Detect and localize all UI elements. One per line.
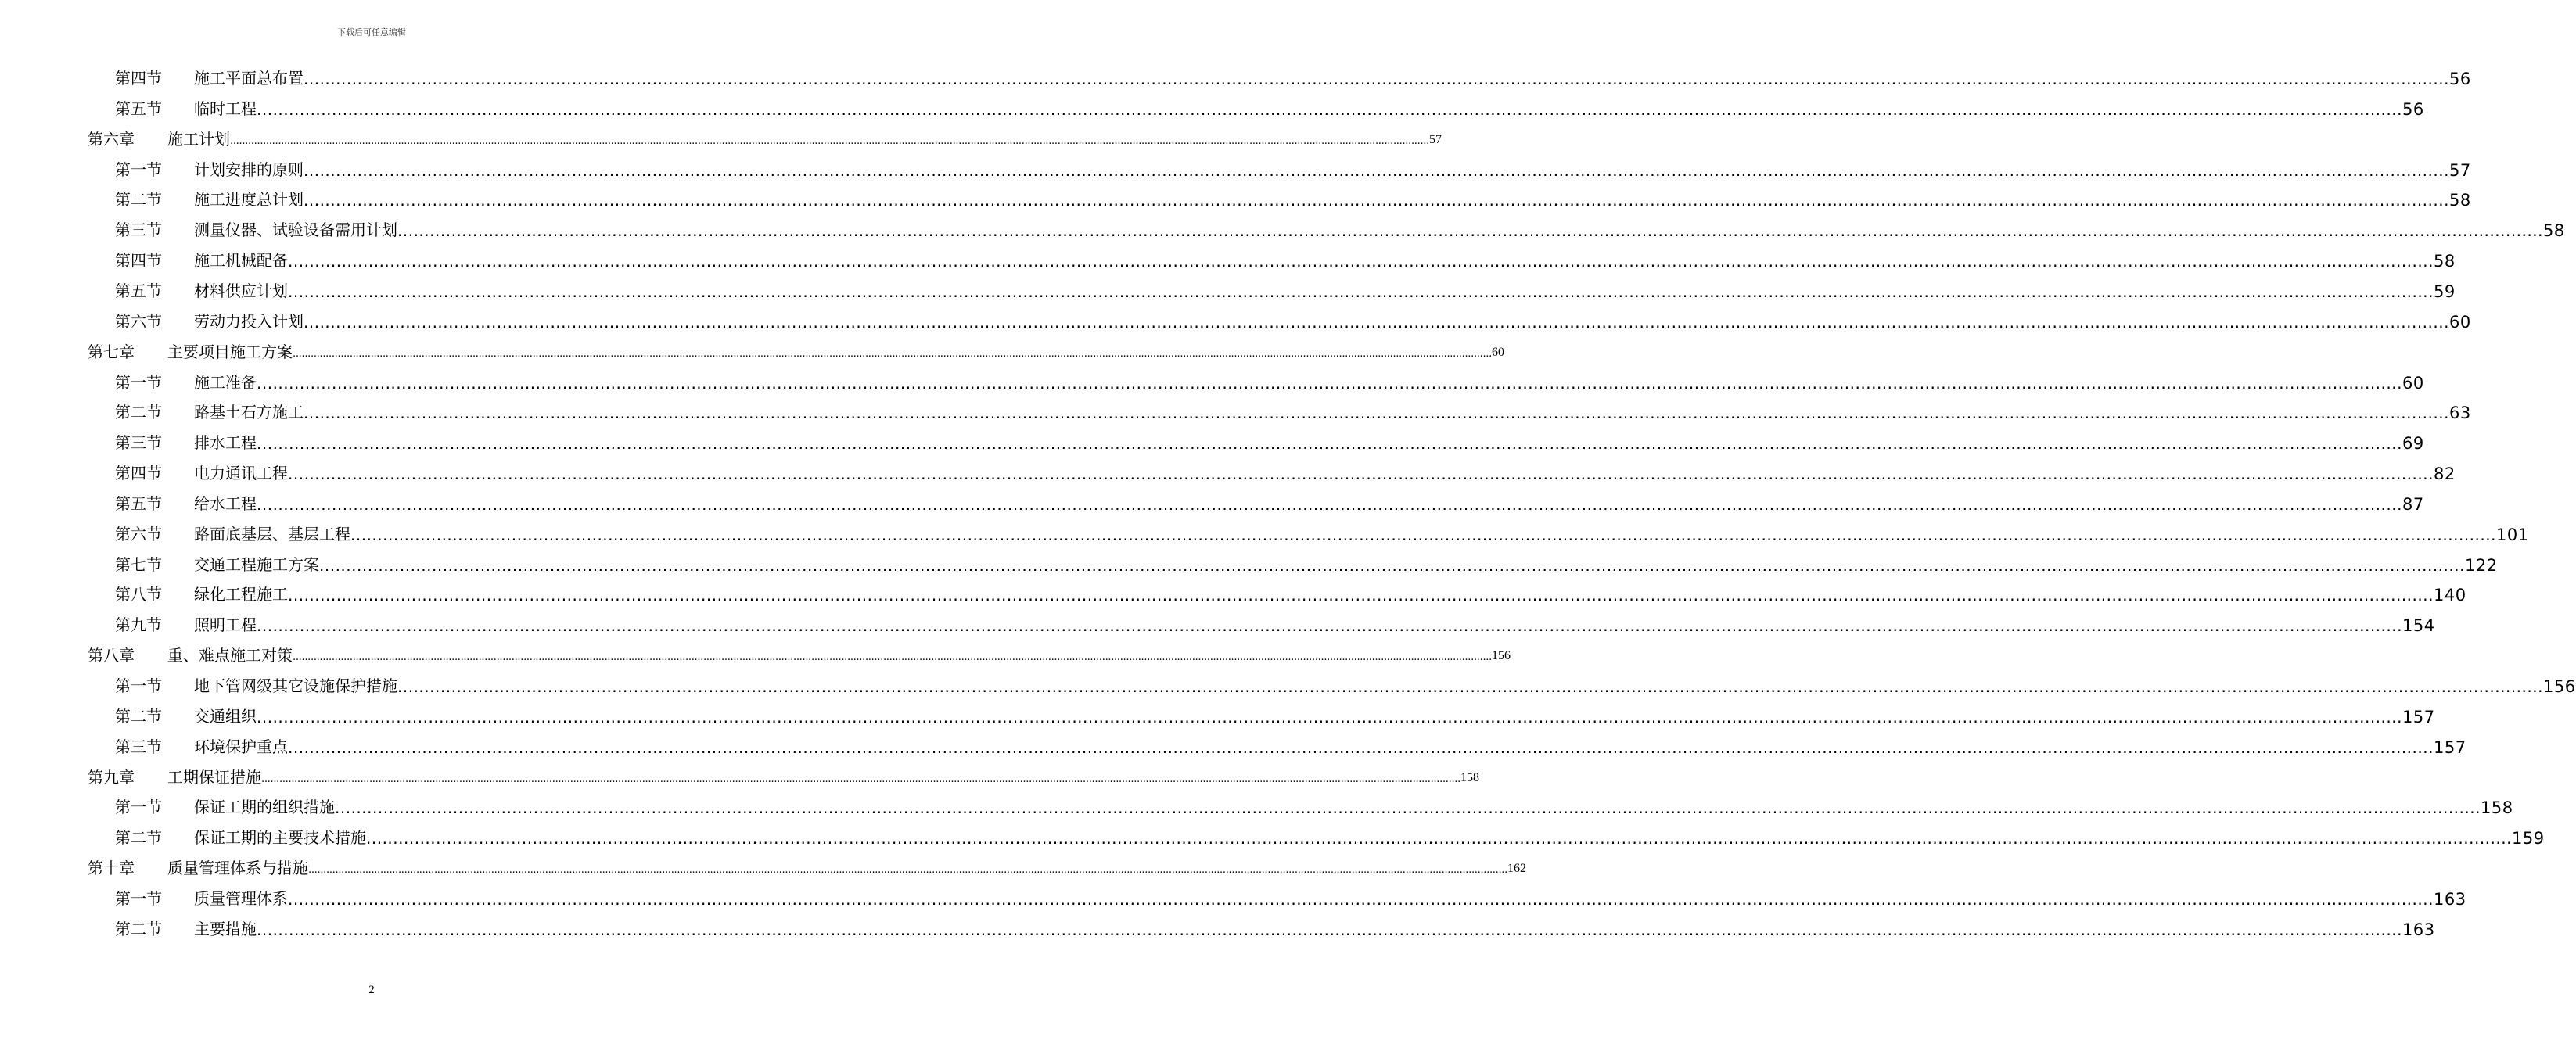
toc-dot-leader: ................................................................................................................................................................................................................................................................................................................................................................................................................ xyxy=(230,135,1429,147)
toc-entry-page: 56 xyxy=(2402,100,2424,119)
toc-dot-leader: ................................................................................................................................................................................................................................................................................................................................................................................................................ xyxy=(304,161,2449,180)
toc-entry-page: 60 xyxy=(2402,374,2424,393)
toc-entry-title: 测量仪器、试验设备需用计划 xyxy=(194,221,397,239)
toc-entry-page: 82 xyxy=(2433,465,2456,483)
toc-section-entry[interactable] xyxy=(115,824,2545,848)
toc-entry-page: 87 xyxy=(2402,495,2424,514)
toc-dot-leader: ................................................................................................................................................................................................................................................................................................................................................................................................................ xyxy=(288,282,2434,301)
toc-entry-page: 156 xyxy=(2542,677,2576,696)
toc-entry-number: 第九节 xyxy=(115,615,162,634)
toc-dot-leader: ................................................................................................................................................................................................................................................................................................................................................................................................................ xyxy=(304,70,2449,88)
toc-entry-page: 163 xyxy=(2433,890,2466,909)
toc-chapter-entry[interactable] xyxy=(88,126,1442,149)
toc-entry-number: 第四节 xyxy=(115,251,162,270)
toc-entry-number: 第三节 xyxy=(115,737,162,756)
toc-entry-title: 主要项目施工方案 xyxy=(167,343,293,361)
toc-chapter-entry[interactable] xyxy=(88,642,1511,665)
toc-entry-number: 第一节 xyxy=(115,889,162,908)
toc-chapter-entry[interactable] xyxy=(88,764,1479,787)
toc-section-entry[interactable] xyxy=(115,369,2424,393)
toc-entry-number: 第一节 xyxy=(115,798,162,816)
toc-dot-leader: ................................................................................................................................................................................................................................................................................................................................................................................................................ xyxy=(319,556,2465,575)
toc-entry-title: 给水工程 xyxy=(194,494,257,513)
toc-section-entry[interactable] xyxy=(115,278,2456,301)
toc-dot-leader: ................................................................................................................................................................................................................................................................................................................................................................................................................ xyxy=(288,465,2434,483)
toc-entry-number: 第三节 xyxy=(115,221,162,239)
toc-entry-page: 101 xyxy=(2495,526,2529,544)
toc-entry-page: 122 xyxy=(2464,556,2498,575)
toc-entry-title: 工期保证措施 xyxy=(167,768,261,787)
toc-entry-page: 57 xyxy=(1428,133,1442,146)
toc-section-entry[interactable] xyxy=(115,551,2498,575)
toc-entry-title: 路基土石方施工 xyxy=(194,403,304,421)
toc-section-entry[interactable] xyxy=(115,247,2456,271)
toc-entry-page: 57 xyxy=(2448,161,2471,180)
toc-entry-title: 劳动力投入计划 xyxy=(194,312,304,331)
toc-entry-title: 临时工程 xyxy=(194,99,257,118)
toc-entry-title: 路面底基层、基层工程 xyxy=(194,525,350,543)
toc-entry-page: 60 xyxy=(1491,346,1504,359)
toc-section-entry[interactable] xyxy=(115,95,2424,119)
toc-entry-number: 第五节 xyxy=(115,494,162,513)
toc-entry-page: 140 xyxy=(2433,586,2466,604)
toc-entry-title: 主要措施 xyxy=(194,920,257,938)
toc-entry-number: 第二节 xyxy=(115,828,162,847)
toc-dot-leader: ................................................................................................................................................................................................................................................................................................................................................................................................................ xyxy=(257,708,2402,726)
toc-dot-leader: ................................................................................................................................................................................................................................................................................................................................................................................................................ xyxy=(335,798,2481,817)
toc-entry-number: 第二节 xyxy=(115,190,162,209)
toc-entry-title: 环境保护重点 xyxy=(194,737,288,756)
toc-entry-number: 第一节 xyxy=(115,373,162,392)
toc-entry-page: 63 xyxy=(2448,404,2471,422)
toc-dot-leader: ................................................................................................................................................................................................................................................................................................................................................................................................................ xyxy=(261,773,1460,785)
toc-entry-title: 施工准备 xyxy=(194,373,257,392)
toc-section-entry[interactable] xyxy=(115,490,2424,514)
toc-entry-page: 158 xyxy=(2480,798,2513,817)
toc-entry-page: 59 xyxy=(2433,282,2456,301)
toc-dot-leader: ................................................................................................................................................................................................................................................................................................................................................................................................................ xyxy=(293,651,1492,663)
toc-dot-leader: ................................................................................................................................................................................................................................................................................................................................................................................................................ xyxy=(288,586,2434,604)
toc-dot-leader: ................................................................................................................................................................................................................................................................................................................................................................................................................ xyxy=(366,829,2512,848)
toc-dot-leader: ................................................................................................................................................................................................................................................................................................................................................................................................................ xyxy=(308,864,1507,876)
toc-section-entry[interactable] xyxy=(115,794,2513,817)
toc-entry-number: 第七节 xyxy=(115,555,162,574)
toc-chapter-entry[interactable] xyxy=(88,339,1504,362)
toc-entry-number: 第四节 xyxy=(115,464,162,482)
toc-chapter-entry[interactable] xyxy=(88,855,1526,878)
toc-entry-title: 交通工程施工方案 xyxy=(194,555,319,574)
toc-entry-title: 绿化工程施工 xyxy=(194,585,288,604)
toc-entry-title: 施工进度总计划 xyxy=(194,190,304,209)
toc-entry-number: 第六节 xyxy=(115,525,162,543)
toc-entry-title: 质量管理体系与措施 xyxy=(167,859,308,877)
toc-entry-title: 计划安排的原则 xyxy=(194,160,304,179)
toc-section-entry[interactable] xyxy=(115,885,2466,909)
toc-entry-number: 第六节 xyxy=(115,312,162,331)
toc-entry-title: 施工计划 xyxy=(167,130,230,149)
toc-section-entry[interactable] xyxy=(115,156,2471,180)
page-header: 下载后可任意编辑 xyxy=(337,27,406,38)
toc-entry-number: 第七章 xyxy=(88,343,135,361)
toc-dot-leader: ................................................................................................................................................................................................................................................................................................................................................................................................................ xyxy=(293,348,1492,360)
toc-entry-title: 交通组织 xyxy=(194,707,257,726)
toc-entry-number: 第五节 xyxy=(115,99,162,118)
toc-section-entry[interactable] xyxy=(115,916,2435,939)
toc-dot-leader: ................................................................................................................................................................................................................................................................................................................................................................................................................ xyxy=(257,100,2402,119)
toc-dot-leader: ................................................................................................................................................................................................................................................................................................................................................................................................................ xyxy=(257,920,2402,939)
toc-entry-page: 156 xyxy=(1491,649,1511,662)
toc-entry-title: 施工平面总布置 xyxy=(194,69,304,88)
toc-entry-page: 56 xyxy=(2448,70,2471,88)
toc-entry-page: 58 xyxy=(2433,252,2456,271)
toc-entry-title: 材料供应计划 xyxy=(194,282,288,300)
toc-section-entry[interactable] xyxy=(115,308,2471,332)
toc-entry-page: 60 xyxy=(2448,313,2471,332)
toc-entry-title: 质量管理体系 xyxy=(194,889,288,908)
toc-section-entry[interactable] xyxy=(115,399,2471,422)
toc-dot-leader: ................................................................................................................................................................................................................................................................................................................................................................................................................ xyxy=(397,221,2543,240)
toc-section-entry[interactable] xyxy=(115,65,2471,88)
toc-entry-number: 第九章 xyxy=(88,768,135,787)
toc-entry-number: 第五节 xyxy=(115,282,162,300)
toc-entry-number: 第三节 xyxy=(115,433,162,452)
toc-entry-page: 163 xyxy=(2402,920,2435,939)
toc-entry-number: 第四节 xyxy=(115,69,162,88)
toc-section-entry[interactable] xyxy=(115,460,2456,483)
toc-entry-page: 158 xyxy=(1460,771,1479,784)
toc-entry-page: 162 xyxy=(1507,862,1526,875)
toc-entry-title: 照明工程 xyxy=(194,615,257,634)
toc-entry-number: 第二节 xyxy=(115,920,162,938)
toc-entry-number: 第一节 xyxy=(115,160,162,179)
toc-dot-leader: ................................................................................................................................................................................................................................................................................................................................................................................................................ xyxy=(257,434,2402,453)
toc-dot-leader: ................................................................................................................................................................................................................................................................................................................................................................................................................ xyxy=(257,495,2402,514)
toc-entry-title: 地下管网级其它设施保护措施 xyxy=(194,676,397,695)
toc-section-entry[interactable] xyxy=(115,186,2471,210)
toc-dot-leader: ................................................................................................................................................................................................................................................................................................................................................................................................................ xyxy=(304,191,2449,210)
toc-section-entry[interactable] xyxy=(115,581,2466,604)
toc-dot-leader: ................................................................................................................................................................................................................................................................................................................................................................................................................ xyxy=(397,677,2543,696)
toc-entry-page: 154 xyxy=(2402,616,2435,635)
toc-entry-number: 第八章 xyxy=(88,646,135,665)
page-number: 2 xyxy=(368,984,375,996)
toc-entry-number: 第八节 xyxy=(115,585,162,604)
toc-section-entry[interactable] xyxy=(115,612,2435,635)
toc-dot-leader: ................................................................................................................................................................................................................................................................................................................................................................................................................ xyxy=(288,738,2434,757)
toc-section-entry[interactable] xyxy=(115,217,2565,240)
toc-entry-page: 69 xyxy=(2402,434,2424,453)
toc-entry-title: 排水工程 xyxy=(194,433,257,452)
toc-section-entry[interactable] xyxy=(115,673,2576,696)
toc-entry-page: 58 xyxy=(2448,191,2471,210)
toc-entry-page: 159 xyxy=(2511,829,2545,848)
toc-dot-leader: ................................................................................................................................................................................................................................................................................................................................................................................................................ xyxy=(257,616,2402,635)
toc-entry-title: 保证工期的组织措施 xyxy=(194,798,335,816)
toc-entry-number: 第二节 xyxy=(115,403,162,421)
toc-entry-page: 157 xyxy=(2433,738,2466,757)
toc-dot-leader: ................................................................................................................................................................................................................................................................................................................................................................................................................ xyxy=(288,890,2434,909)
toc-dot-leader: ................................................................................................................................................................................................................................................................................................................................................................................................................ xyxy=(257,374,2402,393)
toc-entry-page: 157 xyxy=(2402,708,2435,726)
toc-entry-title: 施工机械配备 xyxy=(194,251,288,270)
toc-entry-number: 第六章 xyxy=(88,130,135,149)
toc-section-entry[interactable] xyxy=(115,703,2435,726)
toc-dot-leader: ................................................................................................................................................................................................................................................................................................................................................................................................................ xyxy=(350,526,2496,544)
toc-entry-title: 重、难点施工对策 xyxy=(167,646,293,665)
toc-entry-title: 保证工期的主要技术措施 xyxy=(194,828,366,847)
toc-entry-number: 第一节 xyxy=(115,676,162,695)
toc-dot-leader: ................................................................................................................................................................................................................................................................................................................................................................................................................ xyxy=(288,252,2434,271)
toc-entry-page: 58 xyxy=(2542,221,2565,240)
toc-entry-number: 第十章 xyxy=(88,859,135,877)
toc-dot-leader: ................................................................................................................................................................................................................................................................................................................................................................................................................ xyxy=(304,404,2449,422)
toc-section-entry[interactable] xyxy=(115,734,2466,757)
toc-dot-leader: ................................................................................................................................................................................................................................................................................................................................................................................................................ xyxy=(304,313,2449,332)
toc-entry-number: 第二节 xyxy=(115,707,162,726)
toc-entry-title: 电力通讯工程 xyxy=(194,464,288,482)
toc-section-entry[interactable] xyxy=(115,429,2424,453)
toc-section-entry[interactable] xyxy=(115,521,2529,544)
